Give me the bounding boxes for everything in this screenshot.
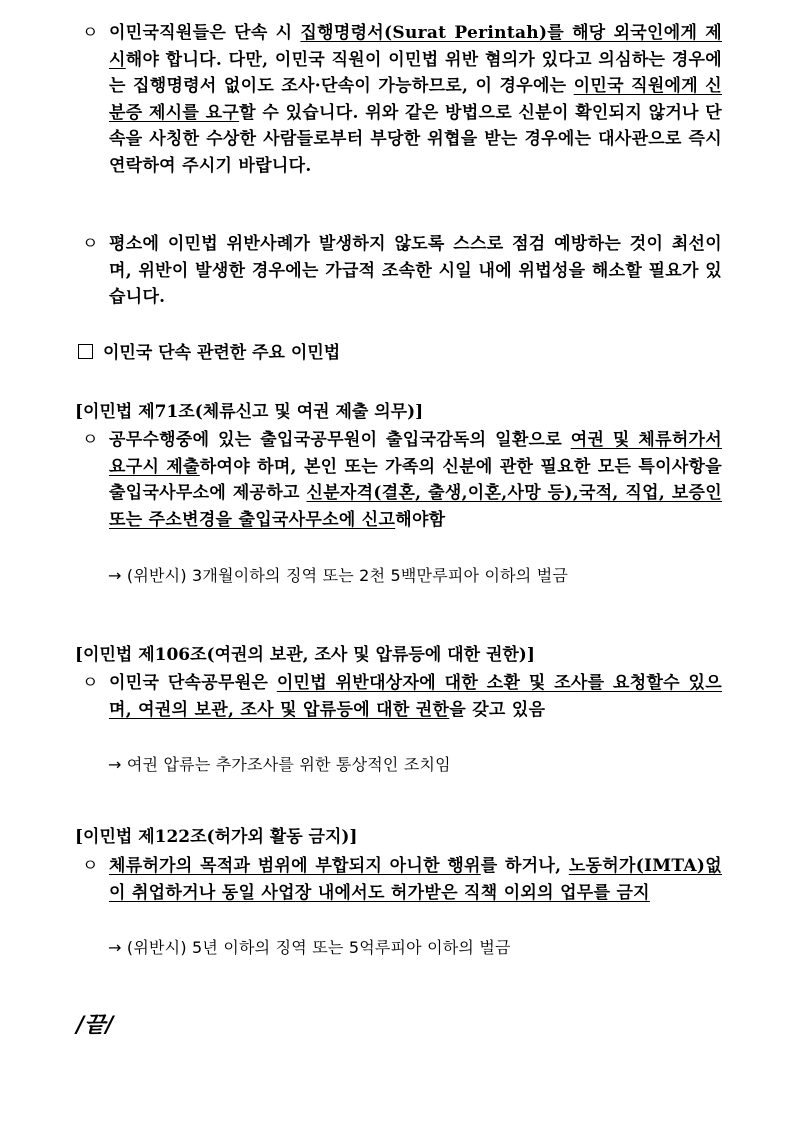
arrow-right-icon: → (108, 755, 122, 774)
law-71-heading: [이민법 제71조(체류신고 및 여권 제출 의무)] (75, 402, 424, 422)
arrow-right-icon: → (108, 566, 122, 585)
law-106-item (82, 670, 722, 723)
paragraph-text: 이민국직원들은 단속 시 집행명령서(Surat Perintah)를 해당 외국인에게 제시해야 합니다. 다만, 이민국 직원이 이민법 위반 혐의가 있다고 의심하는 경우에는 집행명령서 없이도 조사·단속이 가능하므로, 이 경우에는 이민국 직원에게 신분증 제시를 요구할 수 있습니다. 위와 같은 방법으로 신분이 확인되지 않거나 단속을 사칭한 수상한 사람들로부터 부당한 위협을 받는 경우에는 대사관으로 즉시 연락하여 주시기 바랍니다. (109, 23, 722, 176)
law-122-item (82, 853, 722, 906)
bullet-icon: ㅇ (82, 234, 99, 254)
end-mark: /끝/ (76, 1012, 114, 1038)
notice-paragraph-1 (82, 20, 722, 179)
paragraph-text: 공무수행중에 있는 출입국공무원이 출입국감독의 일환으로 여권 및 체류허가서 요구시 제출하여야 하며, 본인 또는 가족의 신분에 관한 필요한 모든 특이사항을 출입국사무소에 제공하고 신분자격(결혼, 출생,이혼,사망 등),국적, 직업, 보증인 또는 주소변경을 출입국사무소에 신고해야함 (109, 430, 722, 530)
law-122-heading: [이민법 제122조(허가외 활동 금지)] (75, 827, 358, 847)
bullet-icon: ㅇ (82, 430, 99, 450)
bullet-icon: ㅇ (82, 856, 99, 876)
law-71-item (82, 427, 722, 533)
checkbox-square-icon (78, 344, 93, 359)
bullet-icon: ㅇ (82, 673, 99, 693)
notice-paragraph-2 (82, 231, 722, 311)
law-122-penalty: → (위반시) 5년 이하의 징역 또는 5억루피아 이하의 벌금 (108, 938, 511, 957)
law-106-heading: [이민법 제106조(여권의 보관, 조사 및 압류등에 대한 권한)] (75, 645, 535, 665)
law-71-penalty: → (위반시) 3개월이하의 징역 또는 2천 5백만루피아 이하의 벌금 (108, 566, 569, 585)
paragraph-text: 평소에 이민법 위반사례가 발생하지 않도록 스스로 점검 예방하는 것이 최선이며, 위반이 발생한 경우에는 가급적 조속한 시일 내에 위법성을 해소할 필요가 있습니다. (109, 234, 722, 307)
paragraph-text: 체류허가의 목적과 범위에 부합되지 아니한 행위를 하거나, 노동허가(IMTA)없이 취업하거나 동일 사업장 내에서도 허가받은 직책 이외의 업무를 금지 (109, 856, 722, 903)
section-title: 이민국 단속 관련한 주요 이민법 (78, 340, 340, 366)
paragraph-text: 이민국 단속공무원은 이민법 위반대상자에 대한 소환 및 조사를 요청할수 있으며, 여권의 보관, 조사 및 압류등에 대한 권한을 갖고 있음 (109, 673, 722, 720)
bullet-icon: ㅇ (82, 23, 99, 43)
law-106-note: → 여권 압류는 추가조사를 위한 통상적인 조치임 (108, 755, 451, 774)
arrow-right-icon: → (108, 938, 122, 957)
